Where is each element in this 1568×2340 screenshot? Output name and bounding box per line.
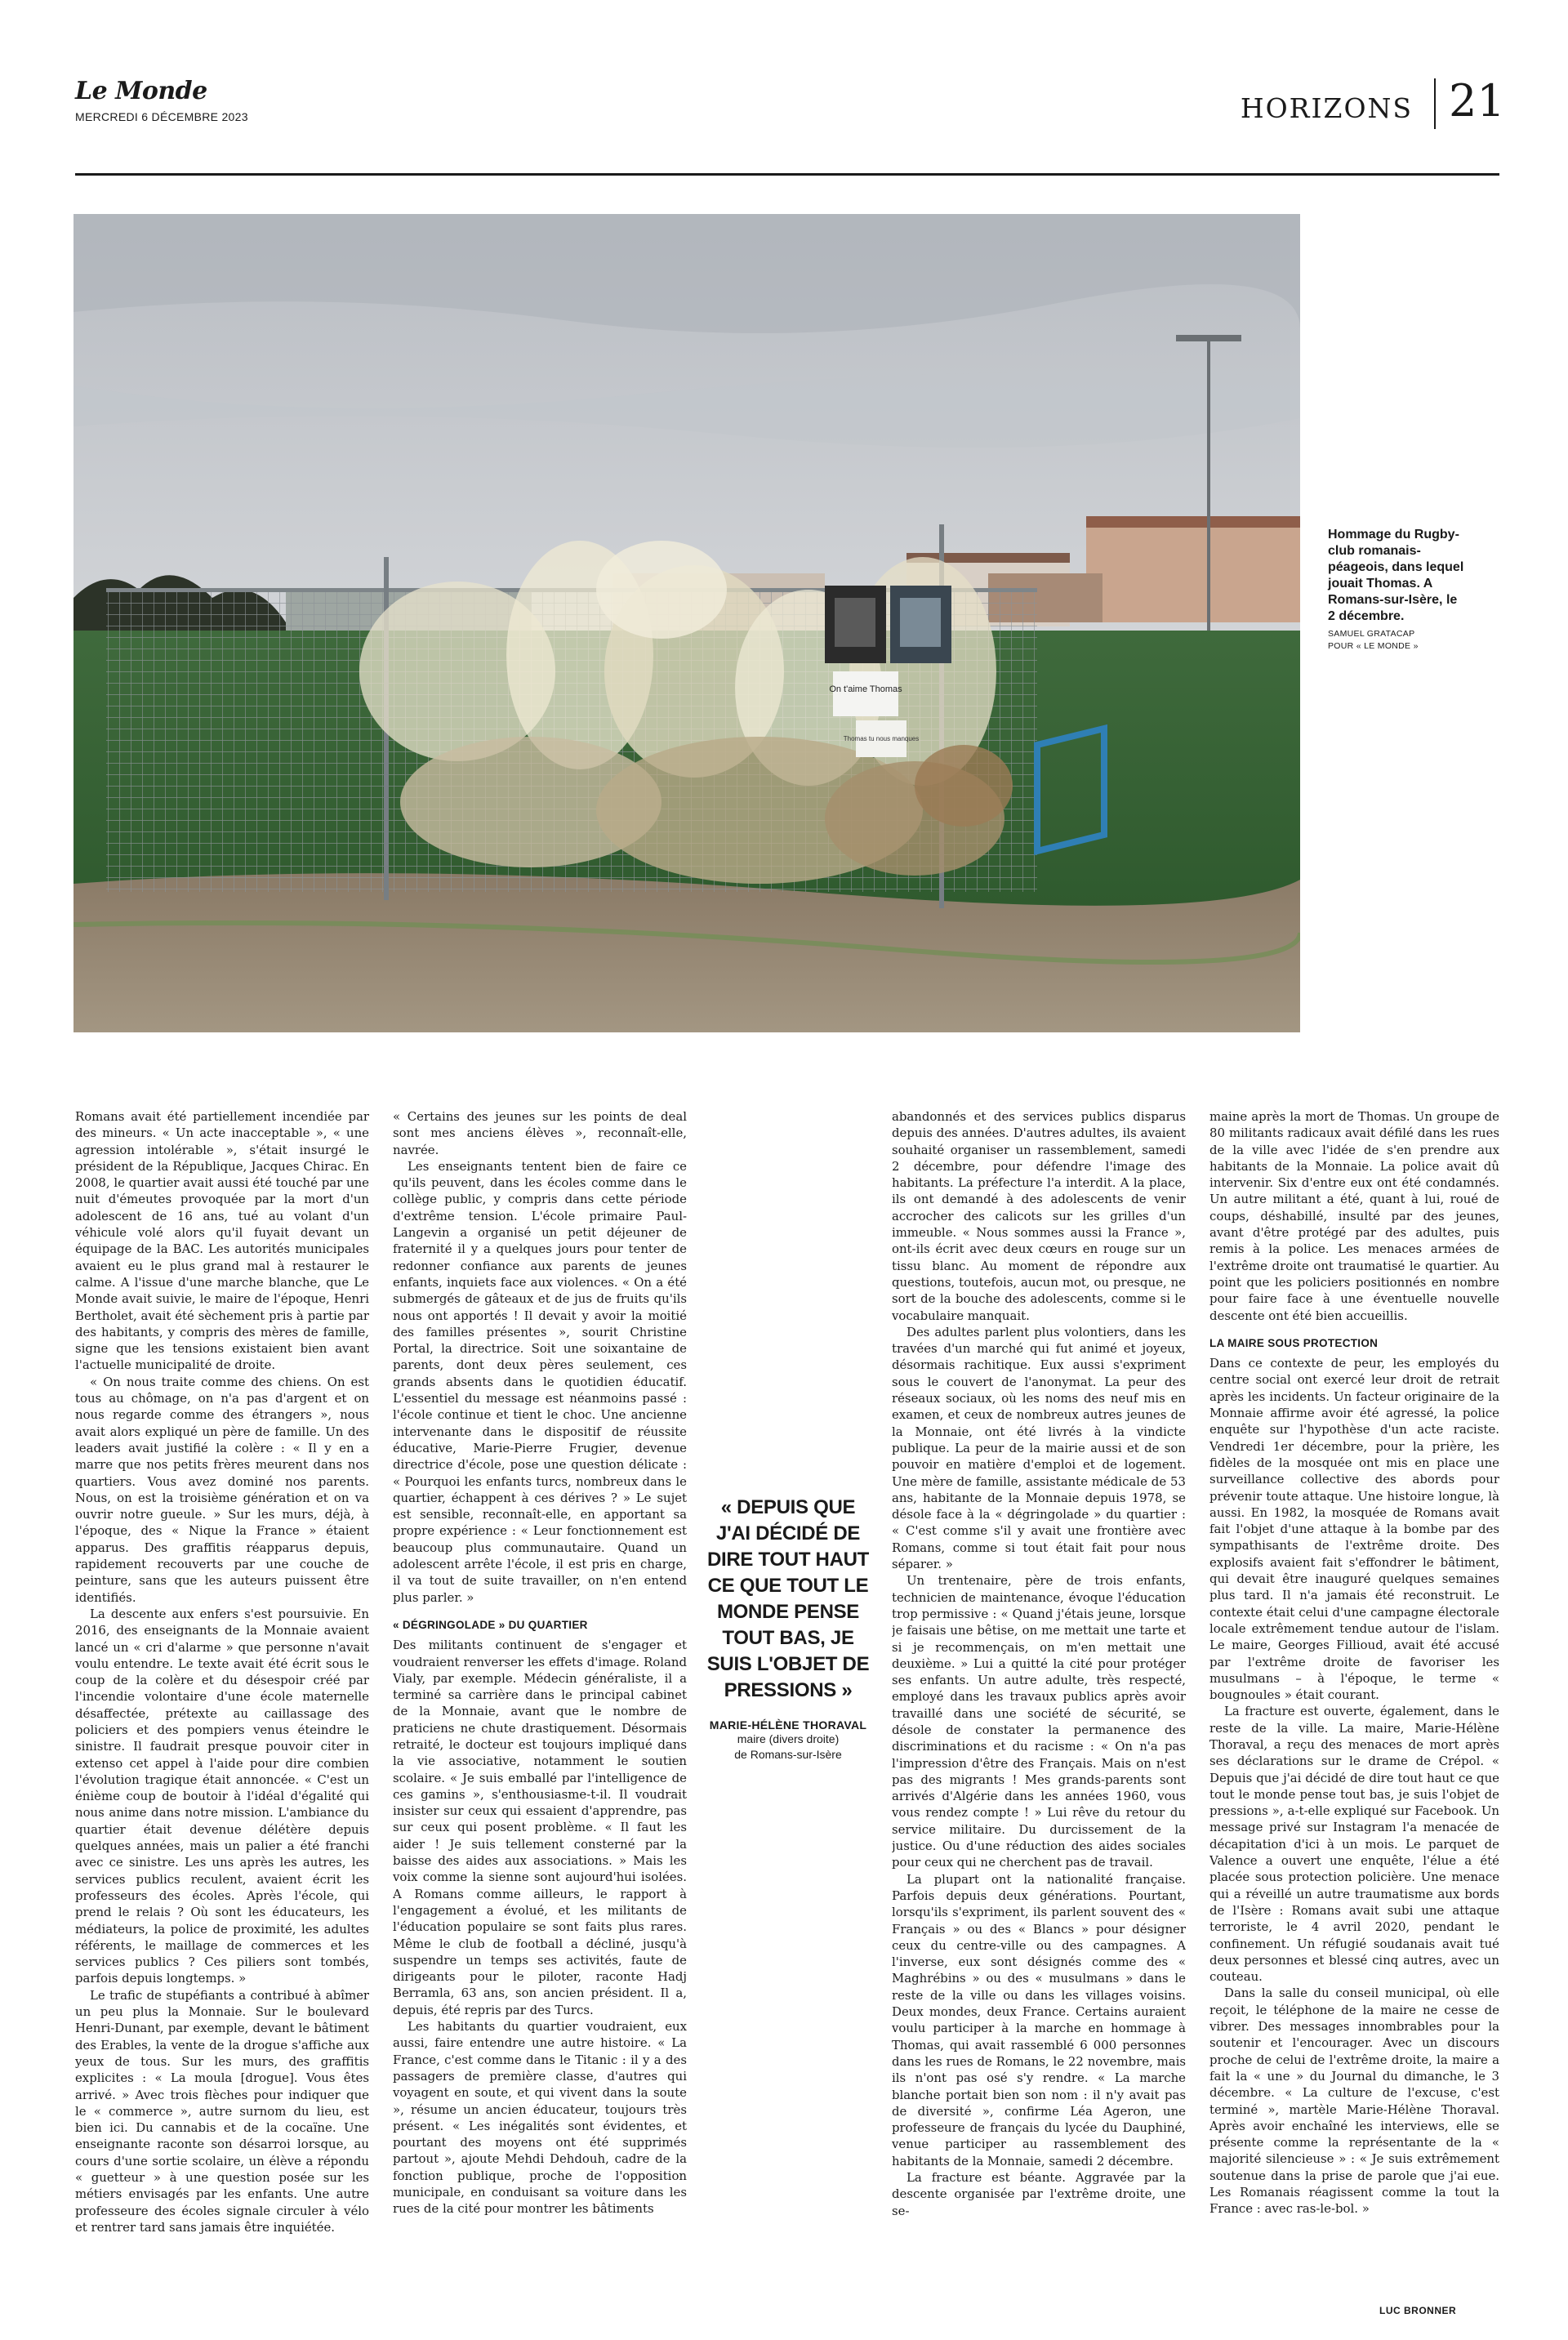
- photo-credit-author: SAMUEL GRATACAP: [1328, 629, 1415, 639]
- paragraph: Dans la salle du conseil municipal, où elle reçoit, le téléphone de la maire ne cesse de vibrer. Des messages innombrables pour la soutenir et l'encourager. Avec un discours proche de celui de l'extrême droite, la maire a fait la « une » du Journal du dimanche, le 3 décembre. « La culture de l'excuse, c'est terminé », martèle Marie-Hélène Thoraval. Après avoir enchaîné les interviews, elle se présente comme la représentante de la « majorité silencieuse » : « Je suis extrêmement soutenue dans la prise de parole que j'ai eue. Les Romanais réagissent comme la tout la France : avec ras-le-bol. »: [1209, 1986, 1499, 2217]
- article-column-3: [892, 1108, 1186, 2317]
- article-column-2: [393, 1108, 687, 2317]
- issue-date: MERCREDI 6 DÉCEMBRE 2023: [75, 110, 248, 123]
- caption-text: Hommage du Rugby-club romanais-péageois, dans lequel jouait Thomas. A Romans-sur-Isère, le 2 décembre.: [1328, 528, 1464, 623]
- photo-credit: [1328, 628, 1467, 653]
- paragraph: maine après la mort de Thomas. Un groupe de 80 militants radicaux avait défilé dans les rues de la ville avec l'idée de s'en prendre aux habitants de la Monnaie. La police avait dû intervenir. Six d'entre eux ont été condamnés. Un autre militant a été, quant à lui, roué de coups, déshabillé, insulté par des jeunes, avant d'être protégé par des adultes, puis remis à la police. Les menaces armées de l'extrême droite ont traumatisé le quartier. Au point que les policiers positionnés en nombre pour faire face à une éventuelle nouvelle descente ont été bien accueillis.: [1209, 1109, 1499, 1323]
- memorial-sign-text: On t'aime Thomas: [829, 684, 902, 694]
- subheading: « DÉGRINGOLADE » DU QUARTIER: [393, 1618, 588, 1631]
- paragraph: « On nous traite comme des chiens. On est tous au chômage, on n'a pas d'argent et on nous regarde comme des étrangers », nous avait alors expliqué un père de famille. Un des leaders avait justifié la colère : « Il y en a marre que nos petits frères meurent dans nos quartiers. Vous avez dominé nos parents. Nous, on est la troisième génération et on va ouvrir notre gueule. » Sur les murs, déjà, à l'époque, des « Nique la France » étaient apparus. Des graffitis réapparus depuis, rapidement recouverts par une couche de peinture, sans que les auteurs puissent être identifiés.: [75, 1374, 369, 1605]
- section-name: HORIZONS: [1240, 92, 1413, 124]
- author-signature: LUC BRONNER: [1379, 2305, 1457, 2316]
- paragraph: Un trentenaire, père de trois enfants, technicien de maintenance, évoque l'éducation trop permissive : « Quand j'étais jeune, lorsque je faisais une bêtise, on me mettait une tarte et si je recommençais, on m'en mettait une deuxième. » Lui a quitté la cité pour protéger ses enfants. Un autre adulte, très respecté, employé dans les travaux publics après avoir travaillé dans une société de sécurité, se désole de constater la permanence des discriminations et du racisme : « On n'a pas l'impression d'être des Français. Mais on n'est pas des migrants ! Mes grands-parents sont arrivés d'Algérie dans les années 1960, vous vous rendez compte ! » Lui rêve du retour du service militaire. Du durcissement de la justice. Ou d'une réduction des aides sociales pour ceux qui ne cherchent pas de travail.: [892, 1573, 1186, 1870]
- newspaper-logo: Le Monde: [75, 77, 207, 105]
- paragraph: Les habitants du quartier voudraient, eux aussi, faire entendre une autre histoire. « La France, c'est comme dans le Titanic : il y a des passagers de première classe, d'autres qui voyagent en soute, et qui vivent dans la soute », résume un ancien éducateur, toujours très présent. « Les inégalités sont évidentes, et pourtant des moyens ont été supprimés partout », ajoute Mehdi Dehdouh, cadre de la fonction publique, proche de l'opposition municipale, en conduisant sa voiture dans les rues de la cité pour montrer les bâtiments: [393, 2019, 687, 2217]
- section-divider: [1434, 78, 1436, 129]
- buildings: [1086, 524, 1300, 622]
- paragraph: Les enseignants tentent bien de faire ce qu'ils peuvent, dans les écoles comme dans le collège public, y compris dans cette période d'extrême tension. L'école primaire Paul-Langevin a organisé un petit déjeuner de fraternité il y a quelques jours pour tenter de redonner confiance aux parents de jeunes enfants, inquiets face aux violences. « On a été submergés de gâteaux et de jus de fruits qu'ils nous ont apportés ! Il devait y avoir la moitié des familles présentes », sourit Christine Portal, la directrice. Soit une soixantaine de parents, dont deux pères seulement, ces grands absents dans le quotidien éducatif. L'essentiel du message est néanmoins passé : l'école continue et tient le choc. Une ancienne intervenante dans le dispositif de réussite éducative, Marie-Pierre Frugier, devenue directrice d'école, pose une question délicate : « Pourquoi les enfants turcs, nombreux dans le quartier, échappent à ces dérives ? » Le sujet est sensible, reconnaît-elle, en apportant sa propre expérience : « Leur fonctionnement est beaucoup plus communautaire. Quand un adolescent arrête l'école, il est pris en charge, il va tout de suite travailler, on n'en entend plus parler. »: [393, 1158, 687, 1605]
- paragraph: La fracture est béante. Aggravée par la descente organisée par l'extrême droite, une se-: [892, 2170, 1186, 2218]
- memorial-photo-illustration: [74, 214, 1300, 1032]
- photo-caption: [1328, 527, 1467, 653]
- pull-quote-place: de Romans-sur-Isère: [734, 1748, 842, 1761]
- paragraph: La descente aux enfers s'est poursuivie. En 2016, des enseignants de la Monnaie avaient lancé un « cri d'alarme » que personne n'avait voulu entendre. Le texte avait été écrit sous le coup de la colère et du désespoir créé par l'incendie volontaire d'une école maternelle désaffectée, prétexte au caillassage des policiers et des pompiers venus éteindre le sinistre. Il faudrait presque pouvoir citer in extenso cet appel à l'aide pour dire combien l'évolution tragique était annoncée. « C'est un énième coup de boutoir à l'idéal d'égalité qui nous anime dans notre mission. L'ambiance du quartier était devenue délétère depuis quelques années, mais un palier a été franchi avec ce sinistre. Les uns après les autres, les services publics reculent, avaient écrit les professeurs des écoles. Après l'école, qui prend le relais ? Où sont les éducateurs, les médiateurs, la police de proximité, les adultes référents, le maillage de commerces et les services publics ? Ces piliers sont tombés, parfois depuis longtemps. »: [75, 1606, 369, 1986]
- pull-quote-text: « DEPUIS QUE J'AI DÉCIDÉ DE DIRE TOUT HAUT CE QUE TOUT LE MONDE PENSE TOUT BAS, JE SUIS L'OBJET DE PRESSIONS »: [706, 1496, 870, 1701]
- pull-quote-author: MARIE-HÉLÈNE THORAVAL: [709, 1718, 867, 1732]
- paragraph: Le trafic de stupéfiants a contribué à abîmer un peu plus la Monnaie. Sur le boulevard Henri-Dunant, par exemple, devant le bâtiment des Erables, la vente de la drogue s'affiche aux yeux de tous. Sur les murs, des graffitis explicites : « La moula [drogue]. Vous êtes arrivé. » Avec trois flèches pour indiquer que le « commerce », autre surnom du lieu, est bien ici. Du cannabis et de la cocaïne. Une enseignante raconte son désarroi lorsque, au cours d'une sortie scolaire, un élève a répondu « guetteur » à une question posée sur les métiers envisagés par les enfants. Une autre professeure des écoles signale circuler à vélo et rentrer tard sans jamais être inquiétée.: [75, 1987, 369, 2235]
- header-rule: [75, 173, 1499, 176]
- paragraph: Des adultes parlent plus volontiers, dans les travées d'un marché qui fut animé et joyeux, désormais rachitique. Eux aussi s'expriment sous le couvert de l'anonymat. La peur des réseaux sociaux, où les noms des neuf mis en examen, et ceux de nombreux autres jeunes de la Monnaie, ont été livrés à la vindicte publique. La peur de la mairie aussi et de son pouvoir en matière d'emploi et de logement. Une mère de famille, assistante médicale de 53 ans, habitante de la Monnaie depuis 1978, se désole face à la « dégringolade » du quartier : « C'est comme s'il y avait une frontière avec Romans, comme si tout était fait pour nous séparer. »: [892, 1324, 1186, 1572]
- article-photo: [74, 214, 1300, 1032]
- paragraph: Des militants continuent de s'engager et voudraient renverser les effets d'image. Roland Vialy, par exemple. Médecin généraliste, il a terminé sa carrière dans le principal cabinet de la Monnaie, avant que le nombre de praticiens ne chute drastiquement. Désormais retraité, le docteur est toujours impliqué dans la vie associative, notamment le soutien scolaire. « Je suis emballé par l'intelligence de ces gamins », s'enthousiasme-t-il. Il voudrait insister sur ceux qui essaient d'apprendre, pas sur ceux qui posent problème. « Il faut les aider ! Je suis tellement consterné par la baisse des aides aux associations. » Mais les voix comme la sienne sont aujourd'hui isolées. A Romans comme ailleurs, le rapport à l'engagement a évolué, et les militants de l'éducation populaire se sont faits plus rares. Même le club de football a décliné, jusqu'à suspendre un temps ses activités, faute de dirigeants pour le piloter, raconte Hadj Berramla, 63 ans, son ancien président. Il a, depuis, été repris par des Turcs.: [393, 1638, 687, 2017]
- paragraph: La fracture est ouverte, également, dans le reste de la ville. La maire, Marie-Hélène Thoraval, a reçu des menaces de mort après ses déclarations sur le drame de Crépol. « Depuis que j'ai décidé de dire tout haut ce que tout le monde pense tout bas, je suis l'objet de pressions », a-t-elle expliqué sur Facebook. Un message privé sur Instagram l'a menacée de décapitation d'ici à un mois. Le parquet de Valence a ouvert une enquête, l'élue a été placée sous protection policière. Une menace qui a réveillé un autre traumatisme aux bords de l'Isère : Romans avait subi une attaque terroriste, le 4 avril 2020, pendant le confinement. Un réfugié soudanais avait tué deux personnes et blessé cinq autres, avec un couteau.: [1209, 1704, 1499, 1985]
- page-number: 21: [1449, 75, 1505, 127]
- article-column-4: [1209, 1108, 1499, 2317]
- paragraph: Romans avait été partiellement incendiée par des mineurs. « Un acte inacceptable », « une agression intolérable », s'était insurgé le président de la République, Jacques Chirac. En 2008, le quartier avait aussi été touché par une nuit d'émeutes provoquée par la mort d'un adolescent de 16 ans, tué au volant d'un véhicule volé alors qu'il fuyait devant un équipage de la BAC. Les autorités municipales avaient eu le plus grand mal à restaurer le calme. A l'issue d'une marche blanche, que Le Monde avait suivie, le maire de l'époque, Henri Bertholet, avait été sèchement pris à partie par des habitants, y compris des mères de famille, signe que les tensions existaient bien avant l'actuelle municipalité de droite.: [75, 1109, 369, 1373]
- pull-quote-role: maire (divers droite): [737, 1732, 840, 1745]
- photo-credit-outlet: POUR « LE MONDE »: [1328, 641, 1419, 651]
- paragraph: abandonnés et des services publics disparus depuis des années. D'autres adultes, ils avaient souhaité organiser un rassemblement, samedi 2 décembre, pour défendre l'image des habitants. La préfecture l'a interdit. A la place, ils ont demandé à des adolescents de venir accrocher des calicots sur les grilles d'un immeuble. « Nous sommes aussi la France », ont-ils écrit avec deux cœurs en rouge sur un tissu blanc. Au moment de répondre aux questions, toutefois, aucun mot, ou presque, ne sort de la bouche des adolescents, comme si le vocabulaire manquait.: [892, 1109, 1186, 1323]
- paragraph: « Certains des jeunes sur les points de deal sont mes anciens élèves », reconnaît-elle, navrée.: [393, 1109, 687, 1157]
- subheading: LA MAIRE SOUS PROTECTION: [1209, 1336, 1379, 1349]
- paragraph: Dans ce contexte de peur, les employés du centre social ont exercé leur droit de retrait après les incidents. Un facteur originaire de la Monnaie affirme avoir été agressé, la police enquête sur l'hypothèse d'un acte raciste. Vendredi 1er décembre, pour la prière, les fidèles de la mosquée ont mis en place une surveillance collective des abords pour prévenir toute attaque. Une histoire longue, là aussi. En 1982, la mosquée de Romans avait fait l'objet d'une attaque à la bombe par des sympathisants de l'extrême droite. Des explosifs avaient fait s'effondrer le bâtiment, qui devait être inauguré quelques semaines plus tard. Il n'a jamais été reconstruit. Le contexte était celui d'une campagne électorale locale extrêmement tendue autour de l'islam. Le maire, Georges Fillioud, avait été accusé par l'extrême droite de favoriser les musulmans – à l'époque, le terme « bougnoules » était courant.: [1209, 1356, 1499, 1703]
- pull-quote: [702, 1495, 874, 1763]
- memorial-note-text: Thomas tu nous manques: [843, 735, 920, 742]
- paragraph: La plupart ont la nationalité française. Parfois depuis deux générations. Pourtant, lorsqu'ils s'expriment, ils parlent souvent des « Français » ou des « Blancs » pour désigner ceux du centre-ville ou des campagnes. A l'inverse, eux sont désignés comme des « Maghrébins » ou des « musulmans » dans le reste de la ville ou dans les villages voisins. Deux mondes, deux France. Certains auraient voulu participer à la marche en hommage à Thomas, qui avait rassemblé 6 000 personnes dans les rues de Romans, le 22 novembre, mais ils n'ont pas osé s'y rendre. « La marche blanche portait bien son nom : il n'y avait pas de diversité », confirme Léa Ageron, une professeure de français du lycée du Dauphiné, venue participer au rassemblement des habitants de la Monnaie, samedi 2 décembre.: [892, 1871, 1186, 2168]
- article-column-1: [75, 1108, 369, 2317]
